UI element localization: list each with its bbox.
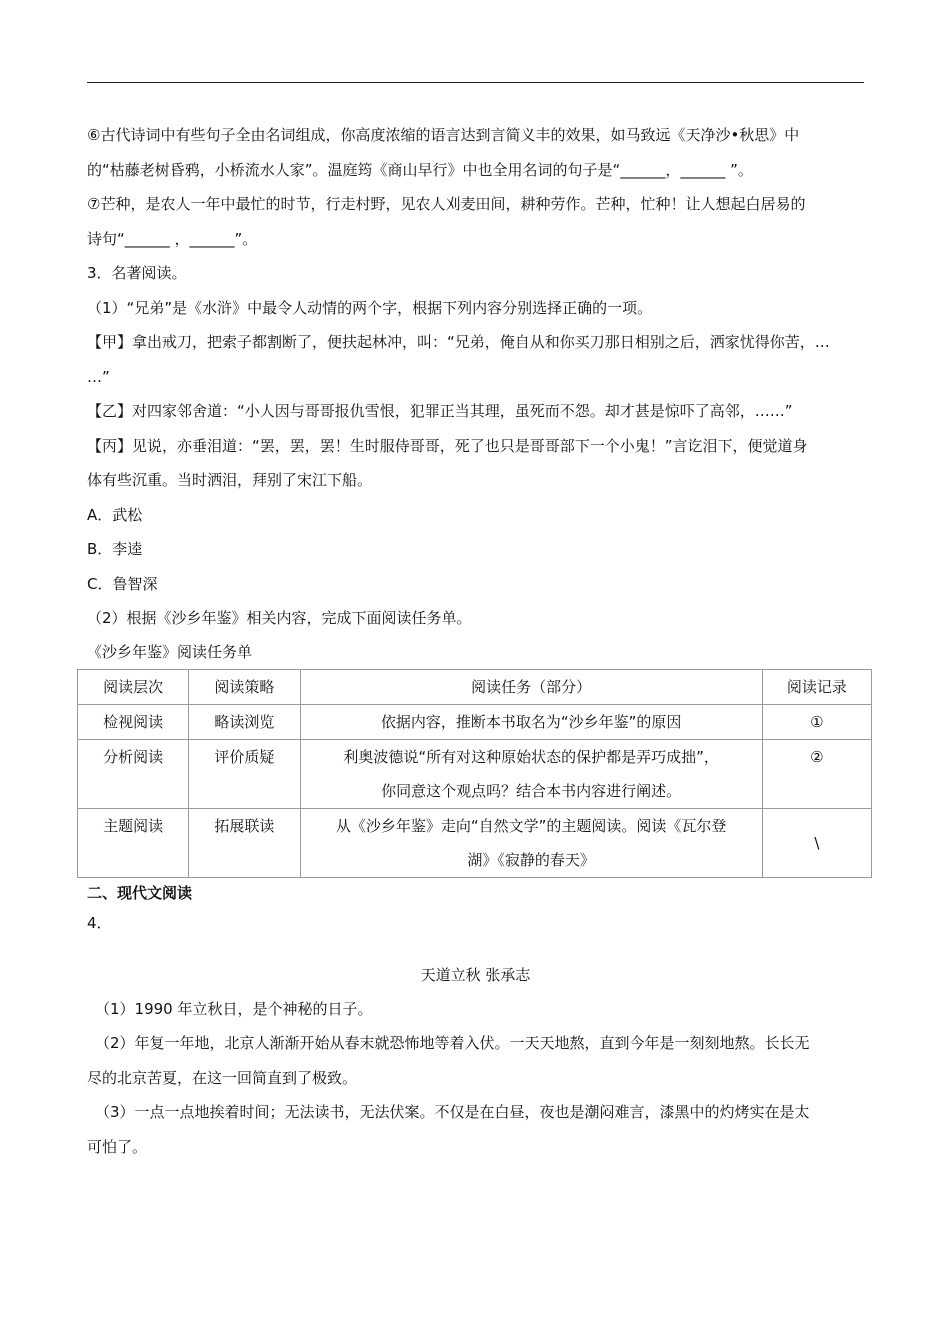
table-header-row xyxy=(78,669,872,704)
passage-bing-line1: 【丙】见说，亦垂泪道：“罢，罢，罢！生时服侍哥哥，死了也只是哥哥部下一个小鬼！”言讫泪下，便觉道身 xyxy=(87,436,808,455)
header-record: 阅读记录 xyxy=(762,669,871,704)
item6-line1: ⑥古代诗词中有些句子全由名词组成，你高度浓缩的语言达到言简义丰的效果，如马致远《天净沙•秋思》中 xyxy=(87,126,800,144)
cell-strategy: 略读浏览 xyxy=(189,704,300,739)
table-row xyxy=(78,739,872,808)
cell-record: ① xyxy=(762,704,871,739)
cell-task xyxy=(300,808,762,877)
table-caption: 《沙乡年鉴》阅读任务单 xyxy=(87,642,253,661)
item7-line2: 诗句“______ ，______”。 xyxy=(87,229,258,248)
paragraph-2-line2: 尽的北京苦夏，在这一回简直到了极致。 xyxy=(87,1068,358,1087)
passage-yi: 【乙】对四家邻舍道：“小人因与哥哥报仇雪恨，犯罪正当其理，虽死而不怨。却才甚是惊吓了高邻，……” xyxy=(87,402,793,420)
paragraph-2-line1: （2）年复一年地，北京人渐渐开始从春末就恐怖地等着入伏。一天天地熬，直到今年是一刻刻地熬。长长无 xyxy=(95,1034,810,1052)
paragraph-1: （1）1990 年立秋日，是个神秘的日子。 xyxy=(95,999,373,1018)
question-4: 4． xyxy=(87,913,112,932)
table-row xyxy=(78,704,872,739)
cell-strategy: 拓展联读 xyxy=(189,808,300,877)
cell-record: \ xyxy=(762,808,871,877)
cell-strategy: 评价质疑 xyxy=(189,739,300,808)
cell-level: 分析阅读 xyxy=(78,739,189,808)
paragraph-3-line1: （3）一点一点地挨着时间；无法读书，无法伏案。不仅是在白昼，夜也是潮闷难言，漆黑中的灼烤实在是太 xyxy=(95,1103,810,1121)
header-task: 阅读任务（部分） xyxy=(300,669,762,704)
document-body xyxy=(87,118,864,1164)
option-a: A．武松 xyxy=(87,505,143,524)
paragraph-3-line2: 可怕了。 xyxy=(87,1137,148,1156)
reading-task-table xyxy=(77,669,872,878)
cell-level: 主题阅读 xyxy=(78,808,189,877)
passage-jia-line1: 【甲】拿出戒刀，把索子都割断了，便扶起林冲，叫：“兄弟，俺自从和你买刀那日相别之后，洒家忧得你苦，… xyxy=(87,333,830,351)
table-row xyxy=(78,808,872,877)
item6-line2: 的“枯藤老树昏鸦，小桥流水人家”。温庭筠《商山早行》中也全用名词的句子是“______，______ ”。 xyxy=(87,160,753,179)
question-3: 3．名著阅读。 xyxy=(87,264,187,282)
article-title: 天道立秋 张承志 xyxy=(420,965,531,984)
cell-task xyxy=(300,739,762,808)
cell-task-line1: 利奥波德说“所有对这种原始状态的保护都是弄巧成拙”， xyxy=(343,747,719,766)
question-3-1: （1）“兄弟”是《水浒》中最令人动情的两个字，根据下列内容分别选择正确的一项。 xyxy=(87,298,653,317)
question-3-2: （2）根据《沙乡年鉴》相关内容，完成下面阅读任务单。 xyxy=(87,609,472,627)
header-strategy: 阅读策略 xyxy=(189,669,300,704)
cell-task: 依据内容，推断本书取名为“沙乡年鉴”的原因 xyxy=(300,704,762,739)
option-b: B．李逵 xyxy=(87,540,143,558)
cell-task-line2: 湖》《寂静的春天》 xyxy=(467,850,595,869)
passage-bing-line2: 体有些沉重。当时洒泪，拜别了宋江下船。 xyxy=(87,471,373,489)
cell-task-line2: 你同意这个观点吗？结合本书内容进行阐述。 xyxy=(381,781,682,800)
header-rule xyxy=(87,82,864,83)
section-heading: 二、现代文阅读 xyxy=(87,883,193,902)
cell-level: 检视阅读 xyxy=(78,704,189,739)
option-c: C．鲁智深 xyxy=(87,574,158,593)
header-level: 阅读层次 xyxy=(78,669,189,704)
passage-jia-line2: …” xyxy=(87,367,110,386)
cell-record: ② xyxy=(762,739,871,808)
item7-line1: ⑦芒种，是农人一年中最忙的时节，行走村野，见农人刈麦田间，耕种劳作。芒种，忙种！让人想起白居易的 xyxy=(87,195,806,213)
cell-task-line1: 从《沙乡年鉴》走向“自然文学”的主题阅读。阅读《瓦尔登 xyxy=(335,816,727,835)
